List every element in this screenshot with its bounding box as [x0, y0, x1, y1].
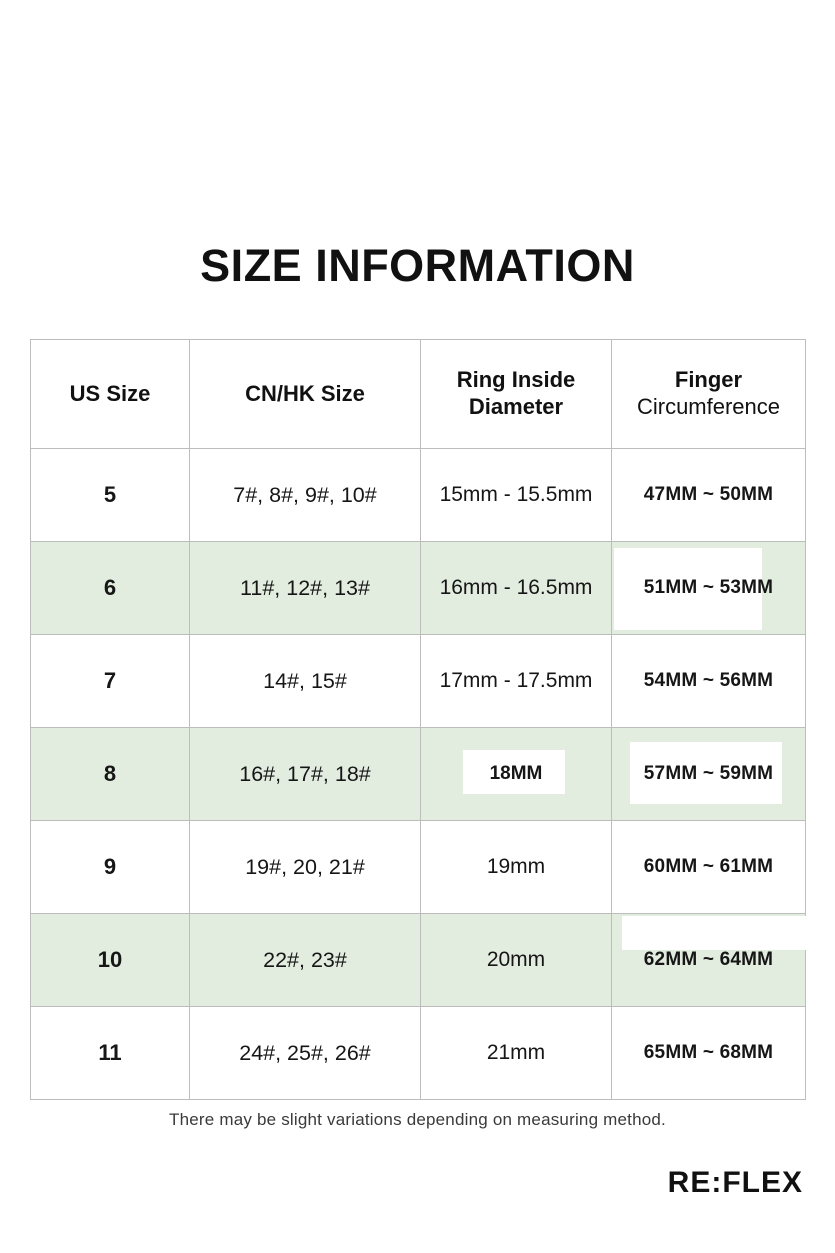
cell-finger-circumference [612, 728, 806, 821]
cell-us-size: 5 [31, 449, 190, 542]
circumference-text: 62MM ~ 64MM [643, 949, 774, 970]
column-header-cn-hk-size: CN/HK Size [190, 340, 421, 449]
page-title: SIZE INFORMATION [200, 240, 635, 291]
circumference-text: 47MM ~ 50MM [643, 484, 774, 505]
size-table [30, 339, 806, 1100]
circumference-cell-box [612, 728, 805, 820]
circumference-text: 51MM ~ 53MM [643, 577, 774, 598]
column-header-diameter-line2: Diameter [468, 394, 564, 419]
footnote-text: There may be slight variations depending on measuring method. [169, 1110, 666, 1129]
size-table-container [30, 339, 805, 1100]
table-header [31, 340, 806, 449]
cell-cn-hk-size: 22#, 23# [190, 914, 421, 1007]
column-header-diameter-line1: Ring Inside [456, 367, 576, 393]
circumference-text: 54MM ~ 56MM [643, 670, 774, 691]
table-header-row [31, 340, 806, 449]
cell-us-size: 10 [31, 914, 190, 1007]
cell-cn-hk-size: 7#, 8#, 9#, 10# [190, 449, 421, 542]
cell-us-size: 6 [31, 542, 190, 635]
cell-us-size: 8 [31, 728, 190, 821]
table-row [31, 821, 806, 914]
cell-us-size: 7 [31, 635, 190, 728]
cell-finger-circumference [612, 914, 806, 1007]
cell-finger-circumference: 65MM ~ 68MM [612, 1007, 806, 1100]
cell-cn-hk-size: 11#, 12#, 13# [190, 542, 421, 635]
cell-us-size: 11 [31, 1007, 190, 1100]
column-header-circumference-line1: Finger [674, 367, 743, 393]
circumference-text: 57MM ~ 59MM [643, 763, 774, 784]
table-row [31, 635, 806, 728]
cell-cn-hk-size: 14#, 15# [190, 635, 421, 728]
diameter-cell-box [421, 728, 611, 820]
brand-logo: RE:FLEX [667, 1166, 803, 1199]
white-patch [622, 916, 808, 950]
circumference-cell-box [612, 449, 805, 541]
cell-ring-inside-diameter [421, 728, 612, 821]
cell-ring-inside-diameter: 20mm [421, 914, 612, 1007]
column-header-finger-circumference [612, 340, 806, 449]
cell-ring-inside-diameter: 16mm - 16.5mm [421, 542, 612, 635]
circumference-cell-box [612, 914, 805, 1006]
column-header-us-size: US Size [31, 340, 190, 449]
cell-finger-circumference: 60MM ~ 61MM [612, 821, 806, 914]
table-row [31, 1007, 806, 1100]
cell-finger-circumference [612, 449, 806, 542]
table-body [31, 449, 806, 1100]
cell-us-size: 9 [31, 821, 190, 914]
column-header-circumference-line2: Circumference [636, 394, 781, 419]
table-row [31, 914, 806, 1007]
table-row [31, 542, 806, 635]
circumference-cell-box [612, 635, 805, 727]
cell-ring-inside-diameter: 17mm - 17.5mm [421, 635, 612, 728]
cell-finger-circumference [612, 542, 806, 635]
cell-finger-circumference [612, 635, 806, 728]
circumference-cell-box [612, 542, 805, 634]
cell-ring-inside-diameter: 15mm - 15.5mm [421, 449, 612, 542]
table-row [31, 728, 806, 821]
diameter-text: 18MM [489, 763, 543, 784]
column-header-ring-inside-diameter [421, 340, 612, 449]
cell-cn-hk-size: 24#, 25#, 26# [190, 1007, 421, 1100]
cell-cn-hk-size: 19#, 20, 21# [190, 821, 421, 914]
cell-cn-hk-size: 16#, 17#, 18# [190, 728, 421, 821]
cell-ring-inside-diameter: 19mm [421, 821, 612, 914]
cell-ring-inside-diameter: 21mm [421, 1007, 612, 1100]
table-row [31, 449, 806, 542]
